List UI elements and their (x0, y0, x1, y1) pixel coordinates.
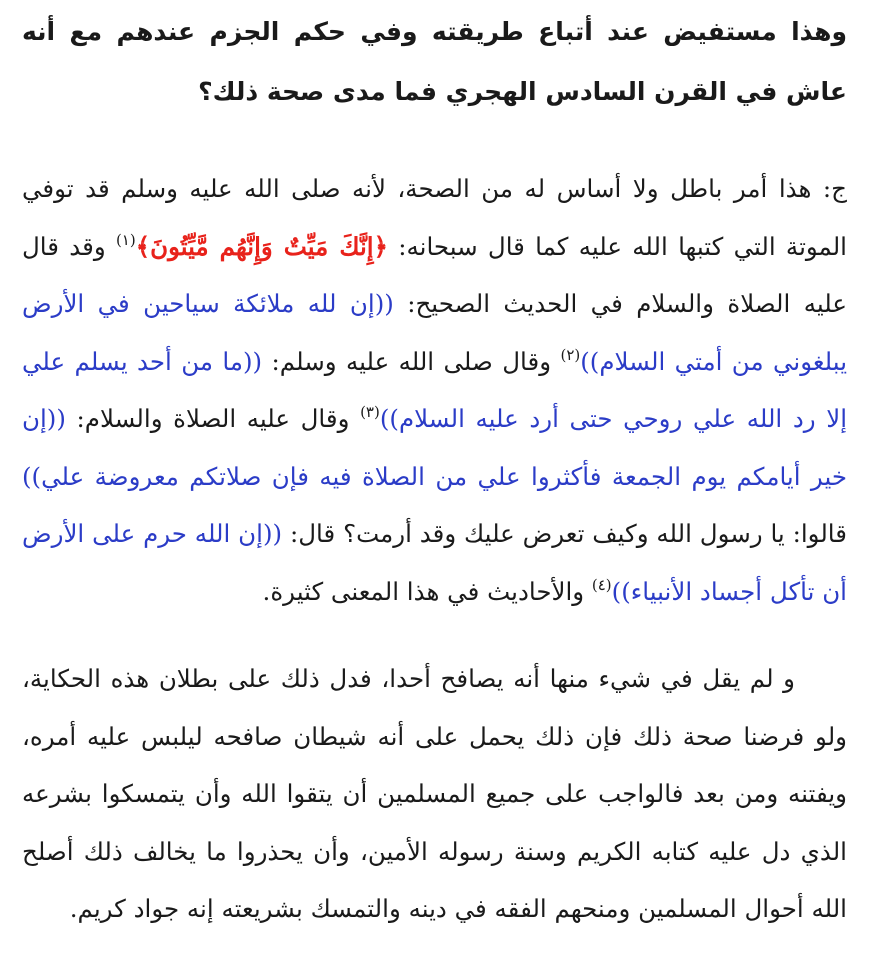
answer-text-4: وقال عليه الصلاة والسلام: (65, 404, 361, 433)
answer-text-1: ج: هذا أمر باطل ولا أساس له من الصحة، لأنه صلى الله عليه وسلم قد توفي الموتة التي كتبها الله عليه كما قال سبحانه: (22, 174, 847, 261)
hadith-quote-3: ((إن خير أيامكم يوم الجمعة فأكثروا علي من الصلاة فيه فإن صلاتكم معروضة علي)) (22, 404, 847, 491)
footnote-ref-2: ( $^٢$ ) (560, 346, 580, 364)
answer-paragraph (22, 160, 847, 620)
document-body (22, 0, 847, 938)
footnote-ref-4: ( $^٤$ ) (592, 576, 612, 594)
hadith-quote-4: ((إن الله حرم على الأرض أن تأكل أجساد الأنبياء)) (22, 519, 847, 606)
answer-text-6: والأحاديث في هذا المعنى كثيرة. (262, 576, 592, 606)
quran-verse: ﴿إِنَّكَ مَيِّتٌ وَإِنَّهُم مَّيِّتُونَ﴾ (135, 231, 388, 261)
answer-text-5: قالوا: يا رسول الله وكيف تعرض عليك وقد أرمت؟ قال: (282, 519, 847, 548)
closing-paragraph: و لم يقل في شيء منها أنه يصافح أحدا، فدل ذلك على بطلان هذه الحكاية، ولو فرضنا صحة ذلك فإن ذلك يحمل على أنه شيطان صافحه ليلبس عليه أمره، ويفتنه ومن بعد فالواجب على جميع المسلمين أن يتقوا الله وأن يتمسكوا بشرعه الذي دل عليه كتابه الكريم وسنة رسوله الأمين، وأن يحذروا ما يخالف ذلك أصلح الله أحوال المسلمين ومنحهم الفقه في دينه والتمسك بشريعته إنه جواد كريم. (22, 664, 847, 923)
hadith-quote-2: ((ما من أحد يسلم علي إلا رد الله علي روحي حتى أرد عليه السلام)) (22, 346, 847, 433)
question-heading: وهذا مستفيض عند أتباع طريقته وفي حكم الجزم عندهم مع أنه عاش في القرن السادس الهجري فما مدى صحة ذلك؟ (22, 17, 847, 106)
answer-text-2: وقد قال عليه الصلاة والسلام في الحديث الصحيح: (22, 231, 847, 318)
footnote-ref-1: ( $^١$ ) (116, 231, 136, 249)
footnote-ref-3: ( $^٣$ ) (360, 403, 380, 421)
hadith-quote-1: ((إن لله ملائكة سياحين في الأرض يبلغوني من أمتي السلام)) (22, 289, 848, 376)
answer-text-3: وقال صلى الله عليه وسلم: (262, 346, 561, 376)
